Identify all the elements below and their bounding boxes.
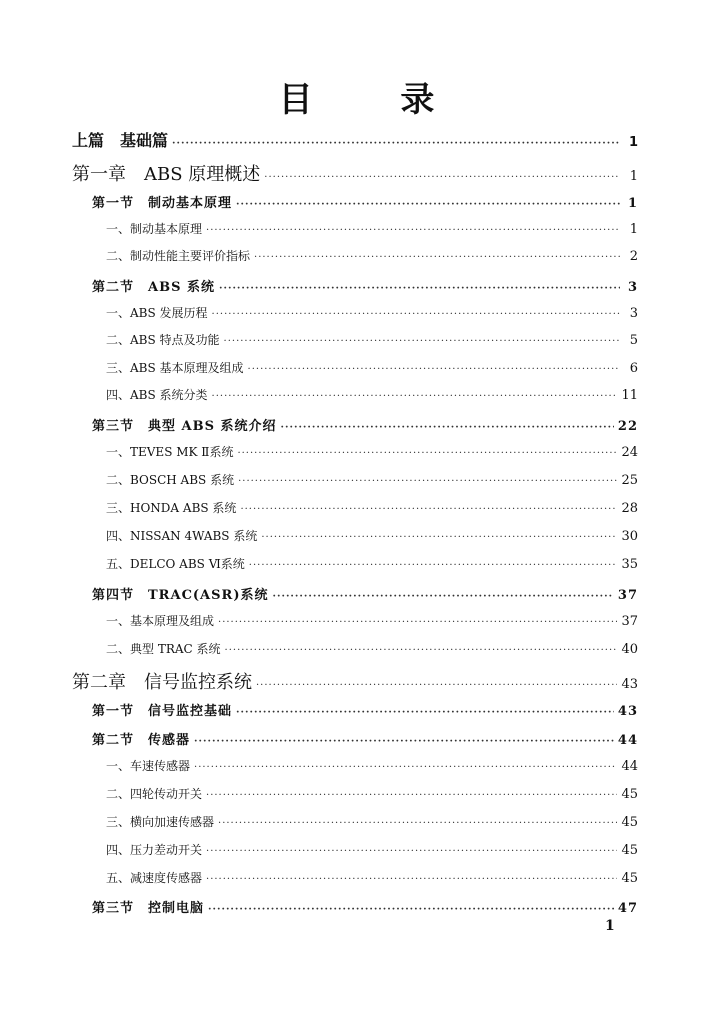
toc-leader-dots [264,173,620,183]
toc-leader-dots [248,365,620,375]
toc-leader-dots [249,561,618,571]
toc-entry-label: 四、NISSAN 4WABS 系统 [106,529,258,543]
toc-leader-dots [236,708,614,718]
toc-leader-dots [206,875,617,885]
toc-entry-label: 四、ABS 系统分类 [106,388,208,402]
toc-leader-dots [237,449,617,459]
toc-leader-dots [194,763,617,773]
toc-leader-dots [194,737,614,747]
toc-entry-page: 35 [621,557,638,572]
toc-entry-label: 第三节 控制电脑 [92,901,205,916]
toc-entry [106,499,638,516]
toc-entry-page: 22 [617,419,638,434]
page-title: 目 录 [278,80,473,120]
toc-entry [106,247,638,264]
toc-entry-page: 11 [621,388,638,403]
toc-entry-page: 6 [629,361,638,376]
toc-entry-label: 五、DELCO ABS Ⅵ系统 [106,557,245,571]
toc-entry-page: 25 [621,473,638,488]
toc-entry-label: 一、基本原理及组成 [106,614,215,628]
toc-leader-dots [218,618,617,628]
toc-entry-label: 三、横向加速传感器 [106,815,215,829]
toc-entry-page: 47 [617,901,638,916]
toc-leader-dots [261,533,617,543]
toc-entry-page: 44 [621,759,638,774]
toc-leader-dots [254,253,620,263]
toc-entry-page: 1 [627,196,638,211]
toc-entry-label: 二、制动性能主要评价指标 [106,249,251,263]
toc-entry [92,192,638,211]
toc-entry [106,640,638,657]
toc-entry-label: 二、典型 TRAC 系统 [106,642,221,656]
toc-entry-label: 一、TEVES MK Ⅱ系统 [106,445,234,459]
toc-entry-page: 43 [617,704,638,719]
toc-entry-page: 1 [629,169,638,184]
toc-entry [106,785,638,802]
toc-entry-page: 45 [621,815,638,830]
toc-entry [106,471,638,488]
toc-leader-dots [206,847,617,857]
toc-entry-page: 43 [621,677,638,692]
toc-leader-dots [212,392,618,402]
toc-entry [106,555,638,572]
toc-entry [106,612,638,629]
toc-entry [72,668,638,694]
toc-entry [72,128,638,151]
toc-entry [106,386,638,403]
toc-entry-label: 第一节 信号监控基础 [92,704,233,719]
toc-entry-page: 37 [621,614,638,629]
toc-entry [72,160,638,186]
toc-leader-dots [225,646,618,656]
toc-entry-label: 第一章 ABS 原理概述 [72,164,261,185]
toc-entry [92,584,638,603]
toc-entry-page: 3 [627,280,638,295]
toc-entry-label: 第三节 典型 ABS 系统介绍 [92,419,277,434]
toc-leader-dots [212,310,620,320]
toc-leader-dots [224,337,620,347]
toc-leader-dots [256,681,617,691]
toc-entry-page: 30 [621,529,638,544]
toc-entry-page: 40 [621,642,638,657]
toc-entry-page: 24 [621,445,638,460]
toc-entry-label: 第二章 信号监控系统 [72,672,252,693]
toc-leader-dots [206,791,617,801]
toc-leader-dots [172,139,620,149]
toc-leader-dots [236,200,620,210]
toc-entry [106,757,638,774]
toc-entry-label: 第二节 传感器 [92,733,191,748]
toc-entry [92,897,638,916]
toc-entry-label: 第一节 制动基本原理 [92,196,233,211]
toc-entry-label: 三、HONDA ABS 系统 [106,501,237,515]
toc-entry-page: 5 [629,333,638,348]
toc-entry-label: 二、ABS 特点及功能 [106,333,220,347]
toc-entry [92,700,638,719]
toc-leader-dots [240,505,617,515]
toc-entry-label: 三、ABS 基本原理及组成 [106,361,244,375]
toc-entry-label: 第二节 ABS 系统 [92,280,215,295]
toc-leader-dots [208,905,614,915]
toc-entry-label: 上篇 基础篇 [72,131,169,150]
toc-entry [106,443,638,460]
toc-leader-dots [238,477,617,487]
toc-entry-page: 3 [629,306,638,321]
toc-entry-page: 1 [628,135,638,150]
toc-entry-label: 五、减速度传感器 [106,871,203,885]
toc-entry-label: 一、ABS 发展历程 [106,306,208,320]
toc-entry [106,813,638,830]
toc-entry [106,841,638,858]
toc-entry [106,220,638,237]
page-number: 1 [605,918,615,934]
toc-entry [106,331,638,348]
toc-entry-page: 37 [617,588,638,603]
toc-entry [92,415,638,434]
toc-entry-page: 2 [629,249,638,264]
toc-entry-page: 45 [621,787,638,802]
toc-leader-dots [281,423,614,433]
toc-entry-page: 45 [621,871,638,886]
toc-entry-label: 二、BOSCH ABS 系统 [106,473,235,487]
toc-entry-page: 45 [621,843,638,858]
toc-entry [92,729,638,748]
toc-entry [106,359,638,376]
toc-entry-label: 第四节 TRAC(ASR)系统 [92,588,269,603]
toc-leader-dots [273,592,614,602]
toc-entry-label: 一、车速传感器 [106,759,191,773]
toc-entry-page: 28 [621,501,638,516]
toc-leader-dots [219,284,620,294]
toc-entry-label: 二、四轮传动开关 [106,787,203,801]
toc-entry-label: 一、制动基本原理 [106,222,203,236]
toc-entry-page: 1 [629,222,638,237]
toc-entry-label: 四、压力差动开关 [106,843,203,857]
toc-leader-dots [218,819,617,829]
toc-entry [106,304,638,321]
toc-leader-dots [206,226,620,236]
toc-entry-page: 44 [617,733,638,748]
toc-entry [92,276,638,295]
toc-entry [106,527,638,544]
toc-entry [106,869,638,886]
